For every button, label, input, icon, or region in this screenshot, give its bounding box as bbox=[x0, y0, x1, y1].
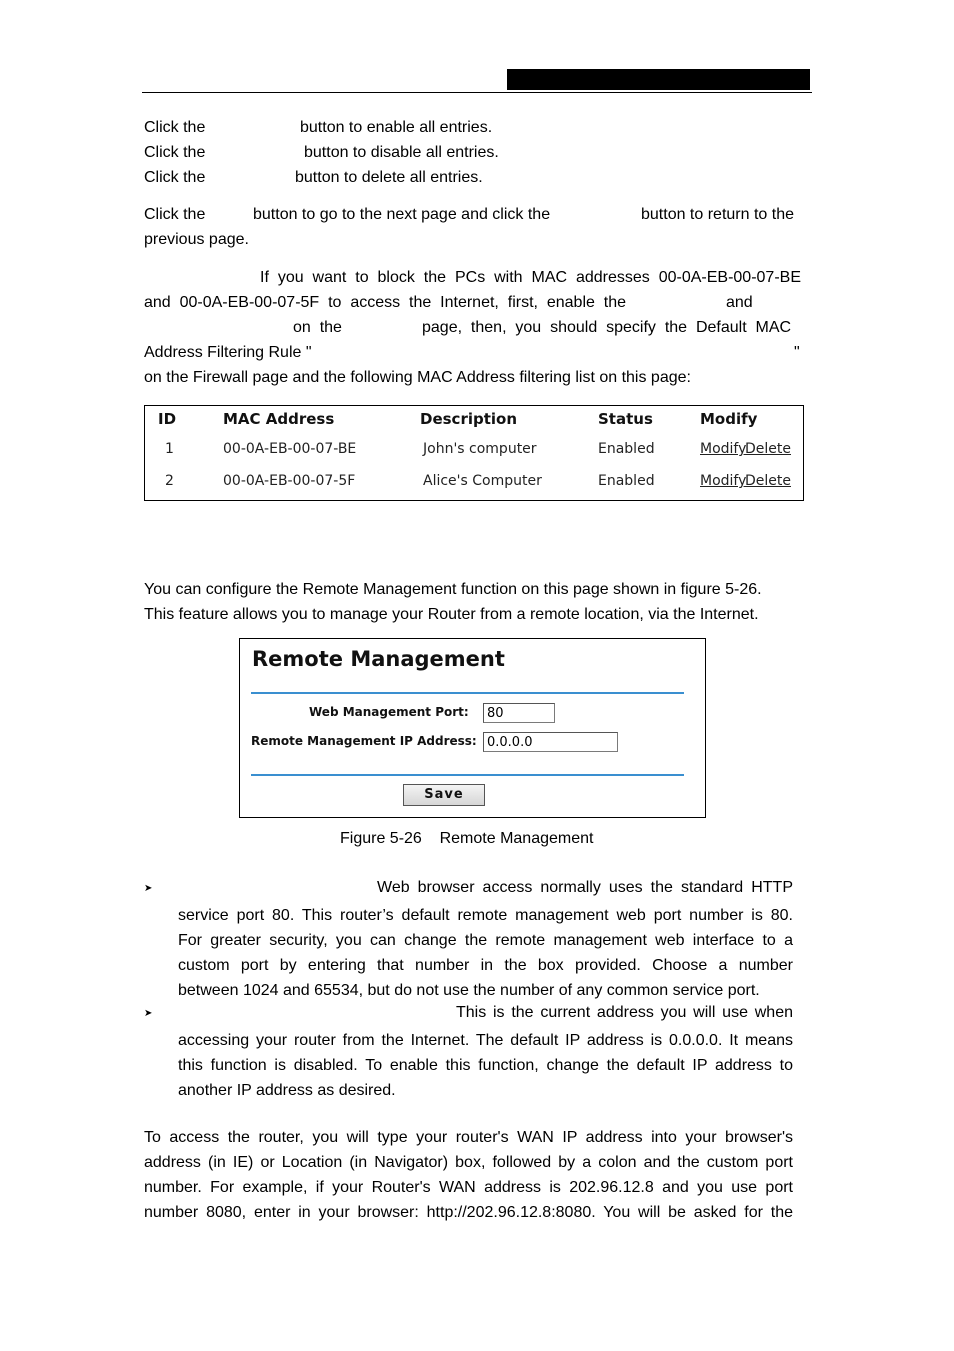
example-line-2b: and bbox=[726, 294, 753, 311]
bullet1-line-3: For greater security, you can change the remote management web interface to a bbox=[178, 932, 793, 949]
row-status: Enabled bbox=[598, 441, 655, 457]
intro-prefix: Click the bbox=[144, 144, 206, 161]
remote-ip-input[interactable] bbox=[483, 732, 618, 752]
remote-management-panel bbox=[239, 638, 706, 818]
mac-filter-table bbox=[144, 405, 804, 501]
intro-suffix: button to delete all entries. bbox=[295, 169, 483, 186]
panel-title: Remote Management bbox=[252, 647, 505, 671]
bullet1-line-5: between 1024 and 65534, but do not use the number of any common service port. bbox=[178, 982, 760, 999]
paging-line2: previous page. bbox=[144, 231, 249, 248]
panel-divider-top bbox=[251, 692, 684, 694]
closing-line-1: To access the router, you will type your router's WAN IP address into your browser's bbox=[144, 1129, 793, 1146]
paging-middle: button to go to the next page and click the bbox=[253, 206, 551, 223]
example-line-5: on the Firewall page and the following MAC Address filtering list on this page: bbox=[144, 369, 691, 386]
bullet2-line-3: this function is disabled. To enable this function, change the default IP address to bbox=[178, 1057, 793, 1074]
paging-prefix: Click the bbox=[144, 206, 206, 223]
arrowhead-bullet-icon: ➤ bbox=[144, 883, 153, 894]
example-line-4a: Address Filtering Rule " bbox=[144, 344, 312, 361]
arrowhead-bullet-icon: ➤ bbox=[144, 1008, 153, 1019]
bullet1-line-2: service port 80. This router’s default remote management web port number is 80. bbox=[178, 907, 793, 924]
bullet2-line-2: accessing your router from the Internet. The default IP address is 0.0.0.0. It means bbox=[178, 1032, 793, 1049]
example-line-2a: and 00-0A-EB-00-07-5F to access the Internet, first, enable the bbox=[144, 294, 627, 311]
intro-suffix: button to enable all entries. bbox=[300, 119, 493, 136]
col-header-mac: MAC Address bbox=[223, 410, 335, 428]
rm-intro-line-1: You can configure the Remote Management function on this page shown in figure 5-26. bbox=[144, 581, 762, 598]
bullet2-line-1: This is the current address you will use when bbox=[456, 1004, 793, 1021]
modify-link[interactable]: Modify bbox=[700, 473, 747, 489]
closing-line-3: number. For example, if your Router's WAN address is 202.96.12.8 and you use port bbox=[144, 1179, 793, 1196]
intro-prefix: Click the bbox=[144, 119, 206, 136]
bullet1-line-1: Web browser access normally uses the standard HTTP bbox=[377, 879, 793, 896]
web-management-port-input[interactable] bbox=[483, 703, 555, 723]
modify-link[interactable]: Modify bbox=[700, 441, 747, 457]
figure-caption: Figure 5-26 Remote Management bbox=[340, 830, 594, 847]
example-line-3b: page, then, you should specify the Default MAC bbox=[422, 319, 792, 336]
intro-suffix: button to disable all entries. bbox=[304, 144, 499, 161]
row-status: Enabled bbox=[598, 473, 655, 489]
header-bar bbox=[507, 69, 810, 90]
closing-line-4: number 8080, enter in your browser: http://202.96.12.8:8080. You will be asked for the bbox=[144, 1204, 793, 1221]
example-line-1: If you want to block the PCs with MAC addresses 00-0A-EB-00-07-BE bbox=[260, 269, 801, 286]
delete-link[interactable]: Delete bbox=[745, 473, 791, 489]
row-mac: 00-0A-EB-00-07-5F bbox=[223, 473, 356, 489]
panel-divider-bottom bbox=[251, 774, 684, 776]
row-description: Alice's Computer bbox=[423, 473, 542, 489]
col-header-status: Status bbox=[598, 410, 653, 428]
example-line-4b: " bbox=[794, 344, 800, 361]
col-header-description: Description bbox=[420, 410, 518, 428]
col-header-id: ID bbox=[158, 410, 177, 428]
intro-prefix: Click the bbox=[144, 169, 206, 186]
remote-ip-label: Remote Management IP Address: bbox=[251, 734, 477, 748]
header-rule bbox=[142, 92, 812, 93]
row-id: 1 bbox=[165, 441, 174, 457]
paging-suffix: button to return to the bbox=[641, 206, 794, 223]
row-mac: 00-0A-EB-00-07-BE bbox=[223, 441, 357, 457]
row-id: 2 bbox=[165, 473, 174, 489]
example-line-3a: on the bbox=[293, 319, 342, 336]
closing-line-2: address (in IE) or Location (in Navigator) box, followed by a colon and the custom port bbox=[144, 1154, 793, 1171]
bullet2-line-4: another IP address as desired. bbox=[178, 1082, 396, 1099]
save-button[interactable]: Save bbox=[403, 784, 485, 806]
row-description: John's computer bbox=[423, 441, 537, 457]
bullet1-line-4: custom port by entering that number in the box provided. Choose a number bbox=[178, 957, 793, 974]
web-management-port-label: Web Management Port: bbox=[309, 705, 469, 719]
col-header-modify: Modify bbox=[700, 410, 758, 428]
delete-link[interactable]: Delete bbox=[745, 441, 791, 457]
rm-intro-line-2: This feature allows you to manage your Router from a remote location, via the Internet. bbox=[144, 606, 759, 623]
